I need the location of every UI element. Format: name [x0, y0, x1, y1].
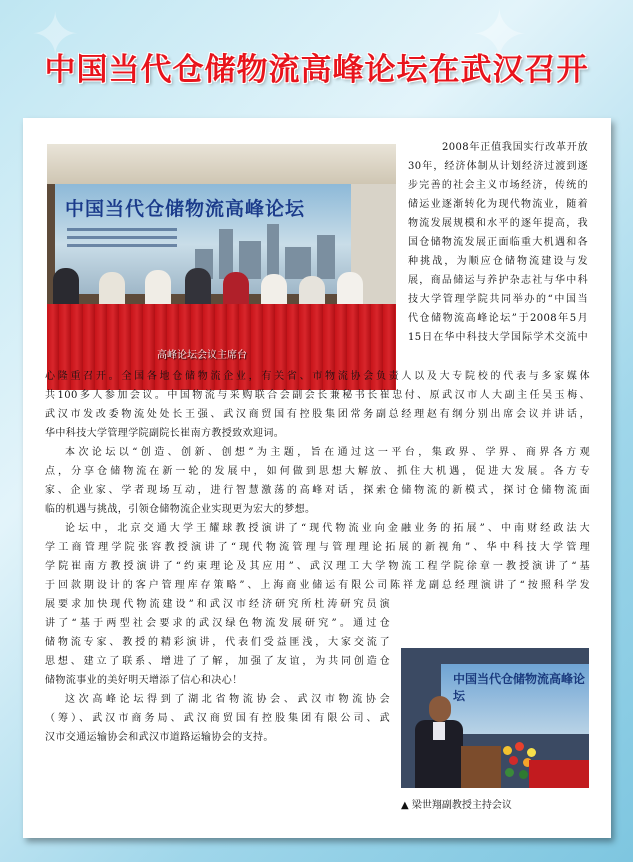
- photo-caption: ▲ 梁世翔副教授主持会议: [401, 800, 512, 811]
- text-line: 储物流专家、教授的精彩演讲，代表们受益匪浅，大家交流了: [45, 637, 390, 648]
- text-line: 讲了“基于两型社会要求的武汉绿色物流发展研究”。通过仓: [45, 618, 390, 629]
- text-line: 临的机遇与挑战，引领仓储物流企业实现更为宏大的梦想。: [45, 504, 316, 515]
- photo-forum-rostrum: [47, 144, 396, 390]
- text-line: 物流发展规模和水平的逐年提高，我: [408, 218, 588, 229]
- text-line: 这次高峰论坛得到了湖北省物流协会、武汉市物流协会: [65, 694, 390, 705]
- banner-subtext: [67, 228, 177, 252]
- paragraph-3-cont: [45, 595, 390, 690]
- text-line: （筹）、武汉市商务局、武汉商贸国有控股集团有限公司、武: [45, 713, 390, 724]
- text-line: 储物流事业的美好明天增添了信心和决心！: [45, 675, 243, 686]
- text-line: 2008年正值我国实行改革开放: [442, 142, 588, 153]
- text-line: 15日在华中科技大学国际学术交流中: [408, 332, 588, 343]
- text-line: 武汉市发改委物流处处长王强、武汉商贸国有控股集团常务副总经理赵有纲分别出席会议并讲话，: [45, 409, 590, 420]
- article-sheet: [23, 118, 611, 838]
- photo-speaker-head: [429, 696, 451, 722]
- photo-table-cloth: [529, 760, 589, 788]
- text-line: 国仓储物流发展正面临重大机遇和各: [408, 237, 588, 248]
- text-line: 家、企业家、学者现场互动，进行智慧激荡的高峰对话，探索仓储物流的新模式，探讨仓储物流面: [45, 485, 590, 496]
- text-line: 华中科技大学管理学院副院长崔南方教授致欢迎词。: [45, 428, 285, 439]
- text-line: 心隆重召开。全国各地仓储物流企业，有关省、市物流协会负责人以及大专院校的代表与多家媒体: [45, 371, 590, 382]
- text-line: 思想、建立了联系、增进了了解，加强了友谊，为共同创造仓: [45, 656, 390, 667]
- text-line: 本次论坛以“创造、创新、创想”为主题，旨在通过这一平台，集政界、学界、商界各方观: [65, 447, 590, 458]
- background-decoration: ✦: [470, 0, 529, 76]
- paragraph-2: [45, 443, 590, 519]
- paragraph-3: [45, 519, 590, 595]
- text-line: 步完善的社会主义市场经济，传统的: [408, 180, 588, 191]
- text-line: 展要求加快现代物流建设”和武汉市经济研究所杜涛研究员演: [45, 599, 390, 610]
- text-line: 种挑战，为顺应仓储物流建设与发: [408, 256, 588, 267]
- photo-speaker-shirt: [433, 722, 445, 740]
- page-title: 中国当代仓储物流高峰论坛在武汉召开: [44, 52, 589, 88]
- text-line: 展，商品储运与养护杂志社与华中科: [408, 275, 588, 286]
- text-line: 点，分享仓储物流在新一轮的发展中，如何做到思想大解放、抓住大机遇，促进大发展。各方专: [45, 466, 590, 477]
- text-line: 代仓储物流高峰论坛”于2008年5月: [408, 313, 588, 324]
- photo-podium: [461, 746, 501, 788]
- text-line: 共100多人参加会议。中国物流与采购联合会副会长兼秘书长崔忠付、原武汉市人大副主任吴玉梅、: [45, 390, 590, 401]
- photo-ceiling: [47, 144, 396, 184]
- text-line: 学院崔南方教授演讲了“约束理论及其应用”、武汉理工大学物流工程学院徐章一教授演讲了“基: [45, 561, 590, 572]
- paragraph-1-intro: [408, 138, 588, 347]
- banner-title: 中国当代仓储物流高峰论坛: [65, 198, 306, 220]
- banner-title: 中国当代仓储物流高峰论坛: [453, 672, 586, 703]
- text-line: 汉市交通运输协会和武汉市道路运输协会的支持。: [45, 732, 274, 743]
- text-line: 30年，经济体制从计划经济过渡到逐: [408, 161, 588, 172]
- background-decoration: ✦: [30, 0, 81, 70]
- paragraph-4: [45, 690, 390, 747]
- text-line: 于回款期设计的客户管理库存策略”、上海商业储运有限公司陈祥龙副总经理演讲了“按照科学发: [45, 580, 590, 591]
- text-line: 储运业逐渐转化为现代物流业，随着: [408, 199, 588, 210]
- photo-host-speaking: [401, 648, 589, 788]
- text-line: 技大学管理学院共同举办的“中国当: [408, 294, 588, 305]
- text-line: 论坛中，北京交通大学王耀球教授演讲了“现代物流业向金融业务的拓展”、中南财经政法大: [65, 523, 590, 534]
- paragraph-1-rest: [45, 367, 590, 443]
- photo-caption: 高峰论坛会议主席台: [157, 350, 247, 361]
- text-line: 学工商管理学院张容教授演讲了“现代物流管理与管理理论拓展的新视角”、华中科技大学管理: [45, 542, 590, 553]
